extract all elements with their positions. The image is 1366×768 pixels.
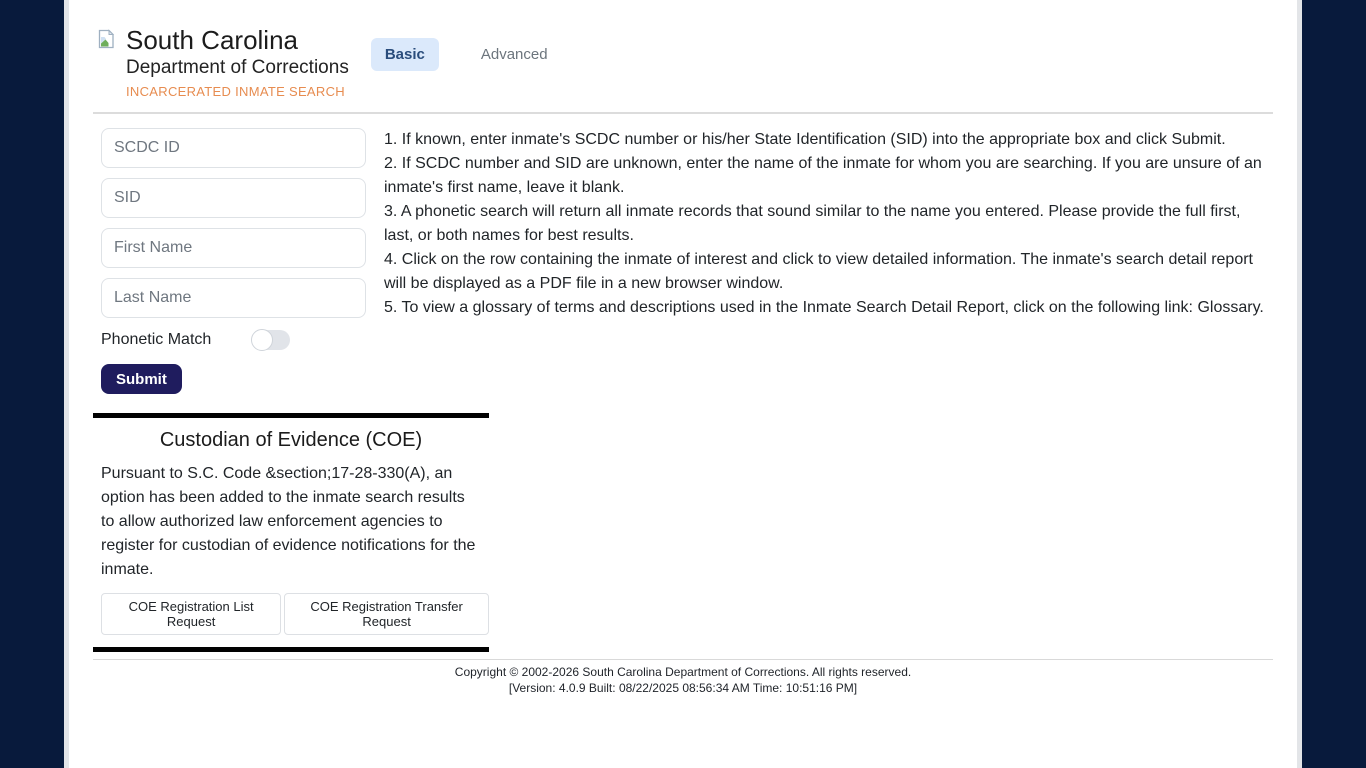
search-mode-tabs xyxy=(371,38,562,71)
instruction-item: 5. To view a glossary of terms and descriptions used in the Inmate Search Detail Report, click on the following link: Glossary. xyxy=(384,299,1264,316)
last-name-input[interactable] xyxy=(101,278,366,318)
tab-advanced[interactable]: Advanced xyxy=(467,38,562,71)
phonetic-match-row xyxy=(101,330,366,350)
page-tagline: INCARCERATED INMATE SEARCH xyxy=(126,84,345,99)
coe-body-text: Pursuant to S.C. Code &section;17-28-330(A), an option has been added to the inmate search results to allow authorized law enforcement agencies to register for custodian of evidence notifications for the inmate. xyxy=(101,465,476,578)
header xyxy=(93,0,1273,99)
content-area xyxy=(64,0,1302,768)
submit-button[interactable]: Submit xyxy=(101,364,182,394)
instructions xyxy=(384,128,1273,394)
instruction-item: 3. A phonetic search will return all inmate records that sound similar to the name you entered. Please provide the full first, last, or both names for best results. xyxy=(384,203,1241,244)
coe-buttons xyxy=(93,593,489,635)
instruction-item: 1. If known, enter inmate's SCDC number or his/her State Identification (SID) into the appropriate box and click Submit. xyxy=(384,131,1226,148)
instruction-item: 2. If SCDC number and SID are unknown, enter the name of the inmate for whom you are searching. If you are unsure of an inmate's first name, leave it blank. xyxy=(384,155,1262,196)
scdc-id-input[interactable] xyxy=(101,128,366,168)
brand-text xyxy=(126,26,349,99)
broken-image-icon xyxy=(97,29,115,49)
page-subtitle: Department of Corrections xyxy=(126,57,349,78)
toggle-knob-icon xyxy=(251,329,273,351)
coe-section xyxy=(93,413,489,652)
version-text: [Version: 4.0.9 Built: 08/22/2025 08:56:34 AM Time: 10:51:16 PM] xyxy=(508,681,858,695)
tab-basic[interactable]: Basic xyxy=(371,38,439,71)
search-form xyxy=(101,128,366,394)
main-content xyxy=(93,114,1273,394)
sid-input[interactable] xyxy=(101,178,366,218)
phonetic-match-toggle[interactable] xyxy=(252,330,290,350)
phonetic-match-label: Phonetic Match xyxy=(101,331,212,348)
coe-title: Custodian of Evidence (COE) xyxy=(159,429,423,451)
coe-registration-list-request-button[interactable]: COE Registration List Request xyxy=(101,593,281,635)
instruction-item: 4. Click on the row containing the inmate of interest and click to view detailed information. The inmate's search detail report will be displayed as a PDF file in a new browser window. xyxy=(384,251,1253,292)
copyright-text: Copyright © 2002-2026 South Carolina Department of Corrections. All rights reserved. xyxy=(454,665,912,679)
brand xyxy=(97,26,349,99)
page-title: South Carolina xyxy=(126,25,298,55)
first-name-input[interactable] xyxy=(101,228,366,268)
coe-registration-transfer-request-button[interactable]: COE Registration Transfer Request xyxy=(284,593,489,635)
footer xyxy=(93,660,1273,696)
